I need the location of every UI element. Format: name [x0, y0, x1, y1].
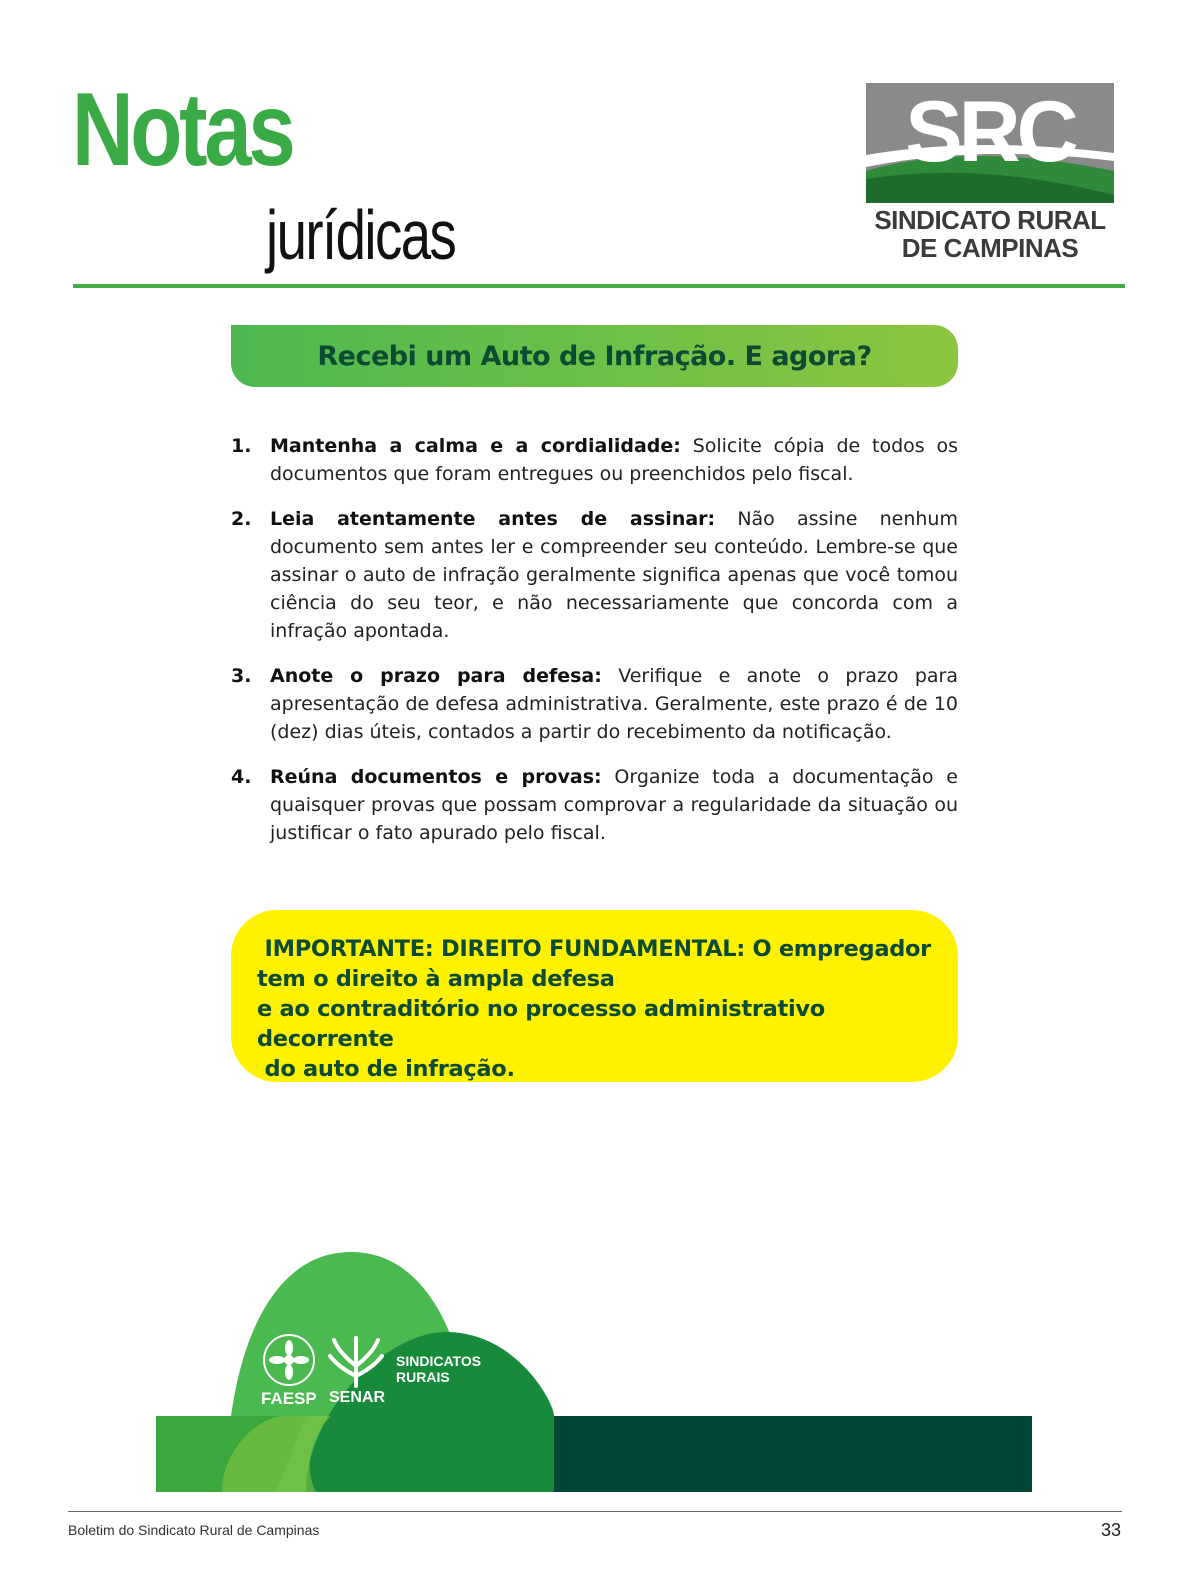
step-number: 2.	[231, 508, 252, 530]
question-banner	[231, 325, 958, 387]
src-logo	[866, 83, 1114, 269]
page-title: Notas	[72, 72, 293, 188]
step-body: Verifique e anote o prazo para apresentação de defesa administrativa. Geralmente, este prazo é de 10 (dez) dias úteis, contados a partir do recebimento da notificação.	[270, 665, 958, 743]
logo-line-2: DE CAMPINAS	[901, 233, 1079, 263]
step-title: Reúna documentos e provas:	[270, 766, 602, 788]
step-item	[231, 763, 958, 847]
header-divider	[73, 284, 1125, 288]
step-body: Solicite cópia de todos os documentos que foram entregues ou preenchidos pelo fiscal.	[270, 435, 958, 485]
senar-label: SENAR	[329, 1389, 386, 1406]
step-title: Anote o prazo para defesa:	[270, 665, 602, 687]
important-line-4: do auto de infração.	[257, 1056, 515, 1082]
faesp-label: FAESP	[261, 1389, 317, 1408]
sindicatos-label-2: RURAIS	[396, 1369, 450, 1385]
step-number: 3.	[231, 665, 252, 687]
step-body: Não assine nenhum documento sem antes ler e compreender seu conteúdo. Lembre-se que assinar o auto de infração geralmente significa apenas que você tomou ciência do seu teor, e não necessariamente que concorda com a infração apontada.	[270, 508, 958, 642]
footer-divider	[68, 1511, 1122, 1512]
step-body: Organize toda a documentação e quaisquer provas que possam comprovar a regularidade da situação ou justificar o fato apurado pelo fiscal.	[270, 766, 958, 844]
step-number: 1.	[231, 435, 252, 457]
step-text	[270, 432, 958, 488]
footer-caption: Boletim do Sindicato Rural de Campinas	[68, 1522, 320, 1538]
important-line-2: tem o direito à ampla defesa	[257, 966, 615, 992]
step-item	[231, 505, 958, 645]
step-number: 4.	[231, 766, 252, 788]
logo-line-1: SINDICATO RURAL	[874, 205, 1106, 235]
sindicatos-label-1: SINDICATOS	[396, 1353, 482, 1369]
src-logo-mark	[866, 83, 1114, 203]
step-item	[231, 662, 958, 746]
step-text	[270, 763, 958, 847]
faesp-emblem-icon	[261, 1332, 317, 1388]
steps-list	[231, 432, 958, 864]
question-text: Recebi um Auto de Infração. E agora?	[317, 340, 872, 372]
step-text	[270, 662, 958, 746]
step-title: Mantenha a calma e a cordialidade:	[270, 435, 681, 457]
footer-artwork	[156, 1252, 1032, 1492]
important-line-3: e ao contraditório no processo administrativo decorrente	[257, 996, 825, 1052]
page-number: 33	[1100, 1520, 1121, 1540]
senar-emblem-icon	[328, 1336, 384, 1388]
important-callout	[231, 910, 958, 1082]
page-subtitle: jurídicas	[266, 196, 456, 274]
step-title: Leia atentamente antes de assinar:	[270, 508, 716, 530]
step-item	[231, 432, 958, 488]
important-line-1: IMPORTANTE: DIREITO FUNDAMENTAL: O empregador	[257, 936, 931, 962]
src-wordmark: SRC	[905, 84, 1075, 180]
step-text	[270, 505, 958, 645]
